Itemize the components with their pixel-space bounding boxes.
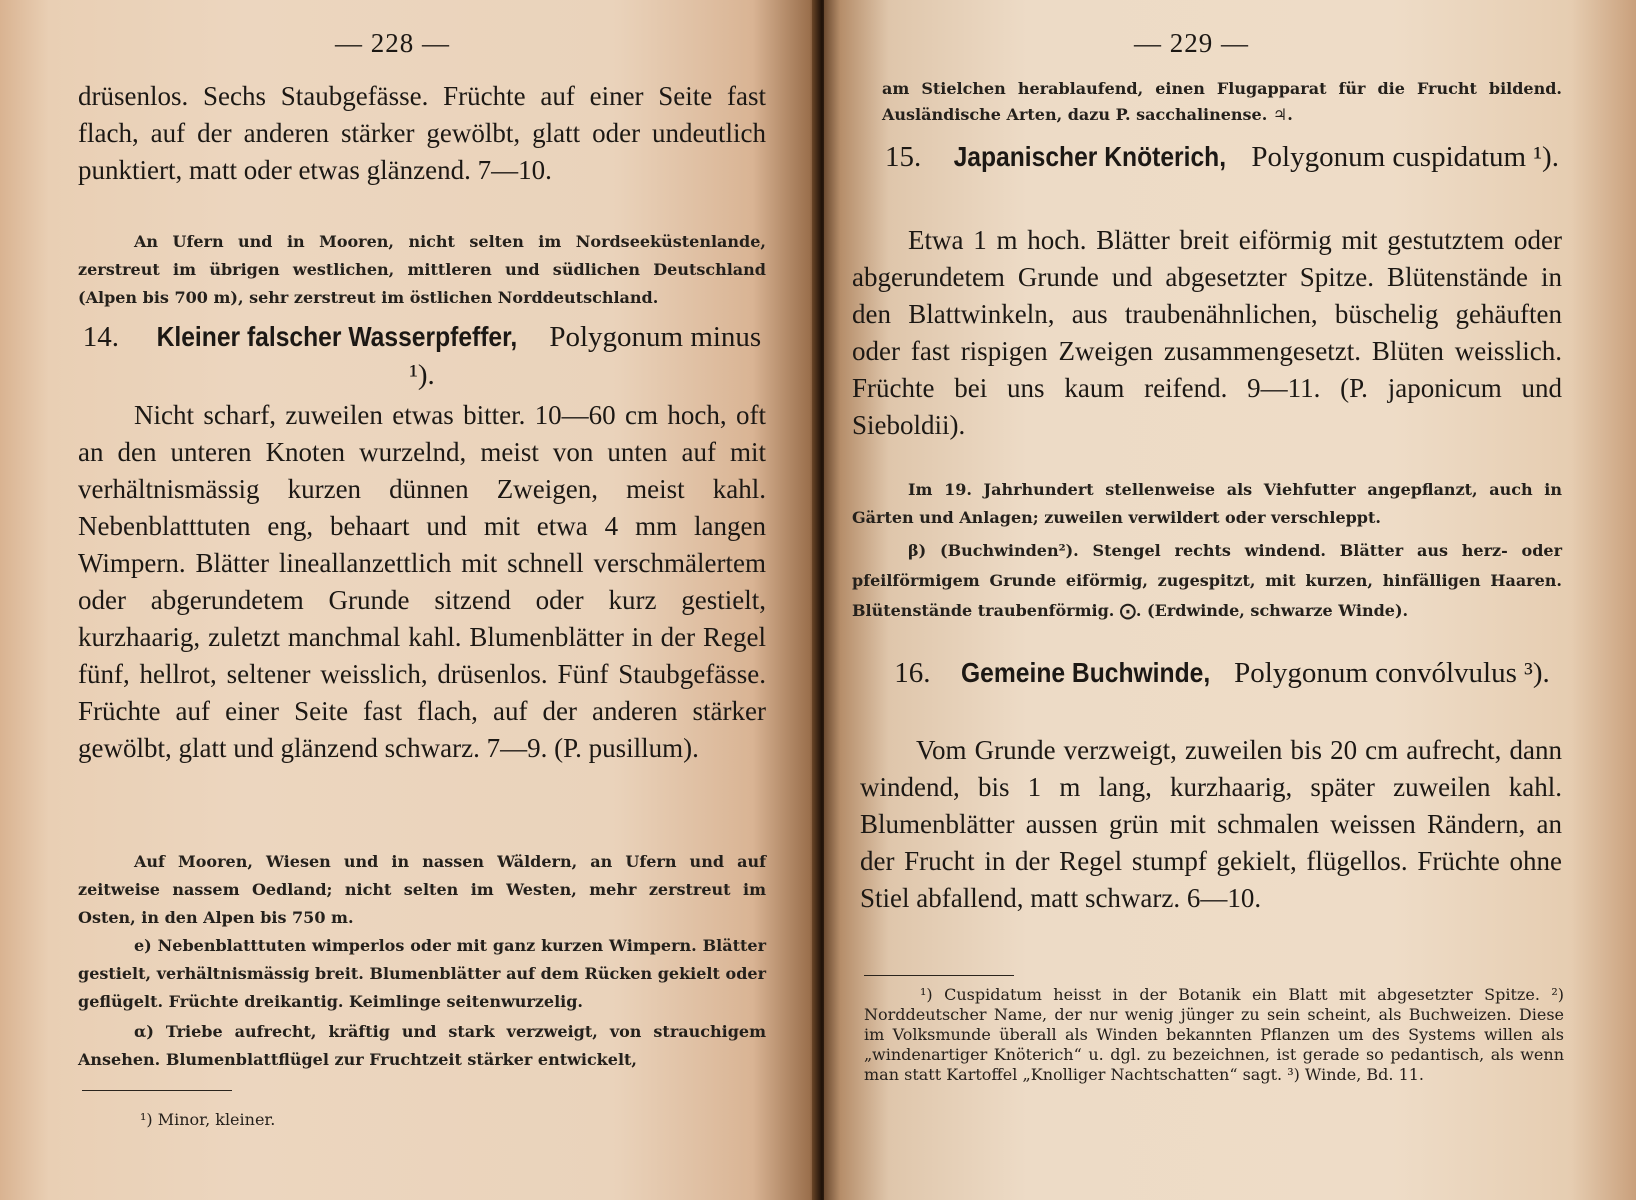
species-latin-16: Polygonum convólvulus ³).	[1234, 657, 1550, 689]
species-latin-15: Polygonum cuspidatum ¹).	[1251, 141, 1559, 173]
habitat-note-15: Im 19. Jahrhundert stellenweise als Viehfutter angepflanzt, auch in Gärten und Anlagen; zuweilen verwildert oder verschleppt.	[852, 480, 1562, 527]
footnote-left: ¹) Minor, kleiner.	[140, 1110, 276, 1129]
species-heading-15	[882, 138, 1562, 176]
group-e-note: e) Nebenblatttuten wimperlos oder mit ganz kurzen Wimpern. Blätter gestielt, verhältnismässig breit. Blumenblätter auf dem Rücken gekielt oder geflügelt. Früchte dreikantig. Keimlinge seitenwurzelig.	[78, 936, 766, 1011]
group-beta-note: β) (Buchwinden²). Stengel rechts windend. Blätter aus herz- oder pfeilförmigem Grunde eiförmig, zugespitzt, mit kurzen, hinfälligen Haaren. Blütenstände traubenförmig. ⨀. (Erdwinde, schwarze Winde).	[852, 541, 1562, 620]
species-number-15: 15.	[885, 141, 922, 173]
page-number-right: — 229 —	[1134, 28, 1249, 58]
footnote-rule-right	[864, 975, 1014, 976]
right-page	[824, 0, 1636, 1200]
species-name-14: Kleiner falscher Wasserpfeffer,	[156, 321, 518, 352]
description-15: Etwa 1 m hoch. Blätter breit eiförmig mit gestutztem oder abgerundetem Grunde und abgesetzter Spitze. Blütenstände in den Blattwinkeln, aus traubenähnlichen, büschelig gehäuften oder fast rispigen Zweigen zusammengesetzt. Blüten weisslich. Früchte bei uns kaum reifend. 9—11. (P. japonicum und Sieboldii).	[852, 225, 1562, 440]
footnotes-right: ¹) Cuspidatum heisst in der Botanik ein Blatt mit abgesetzter Spitze. ²) Norddeutscher Name, der nur wenig jünger zu sein scheint, als Buchweizen. Diese im Volksmunde überall als Winden bekannten Pflanzen um des Systems willen als „windenartiger Knöterich“ u. dgl. zu bezeichnen, ist gerade so pedantisch, als wenn man statt Kartoffel „Knolliger Nachtschatten“ sagt. ³) Winde, Bd. 11.	[864, 985, 1564, 1084]
description-16: Vom Grunde verzweigt, zuweilen bis 20 cm aufrecht, dann windend, bis 1 m lang, kurzhaarig, später zuweilen kahl. Blumenblätter aussen grün mit schmalen weissen Rändern, an der Frucht in der Regel stumpf gekielt, flügellos. Früchte ohne Stiel abfallend, matt schwarz. 6—10.	[860, 735, 1562, 913]
species-latin-14: Polygonum minus ¹).	[409, 321, 762, 391]
intro-paragraph: drüsenlos. Sechs Staubgefässe. Früchte auf einer Seite fast flach, auf der anderen stärker gewölbt, glatt oder undeutlich punktiert, matt oder etwas glänzend. 7—10.	[78, 81, 766, 185]
species-number-16: 16.	[894, 657, 931, 689]
footnote-rule-left	[82, 1090, 232, 1091]
species-heading-16	[882, 654, 1562, 692]
species-name-16: Gemeine Buchwinde,	[960, 657, 1210, 688]
habitat-note-14: Auf Mooren, Wiesen und in nassen Wäldern, an Ufern und auf zeitweise nassem Oedland; nicht selten im Westen, mehr zerstreut im Osten, in den Alpen bis 750 m.	[78, 852, 766, 927]
group-alpha-note: α) Triebe aufrecht, kräftig und stark verzweigt, von strauchigem Ansehen. Blumenblattflügel zur Fruchtzeit stärker entwickelt,	[78, 1022, 766, 1069]
species-name-15: Japanischer Knöterich,	[953, 141, 1226, 172]
habitat-note-13: An Ufern und in Mooren, nicht selten im Nordseeküstenlande, zerstreut im übrigen westlichen, mittleren und südlichen Deutschland (Alpen bis 700 m), sehr zerstreut im östlichen Norddeutschland.	[78, 232, 766, 307]
species-heading-14	[78, 318, 766, 394]
page-number-left: — 228 —	[335, 28, 450, 58]
description-14: Nicht scharf, zuweilen etwas bitter. 10—60 cm hoch, oft an den unteren Knoten wurzelnd, meist von unten auf mit verhältnismässig kurzen dünnen Zweigen, meist kahl. Nebenblatttuten eng, behaart und mit etwa 4 mm langen Wimpern. Blätter lineallanzettlich mit schnell verschmälertem oder abgerundetem Grunde sitzend oder kurz gestielt, kurzhaarig, zuletzt manchmal kahl. Blumenblätter in der Regel fünf, hellrot, seltener weisslich, drüsenlos. Fünf Staubgefässe. Früchte auf einer Seite fast flach, auf der anderen stärker gewölbt, glatt und glänzend schwarz. 7—9. (P. pusillum).	[78, 400, 766, 763]
species-number-14: 14.	[82, 321, 120, 353]
continuation-note: am Stielchen herablaufend, einen Flugapparat für die Frucht bildend. Ausländische Arten, dazu P. sacchalinense. ♃.	[882, 79, 1562, 124]
